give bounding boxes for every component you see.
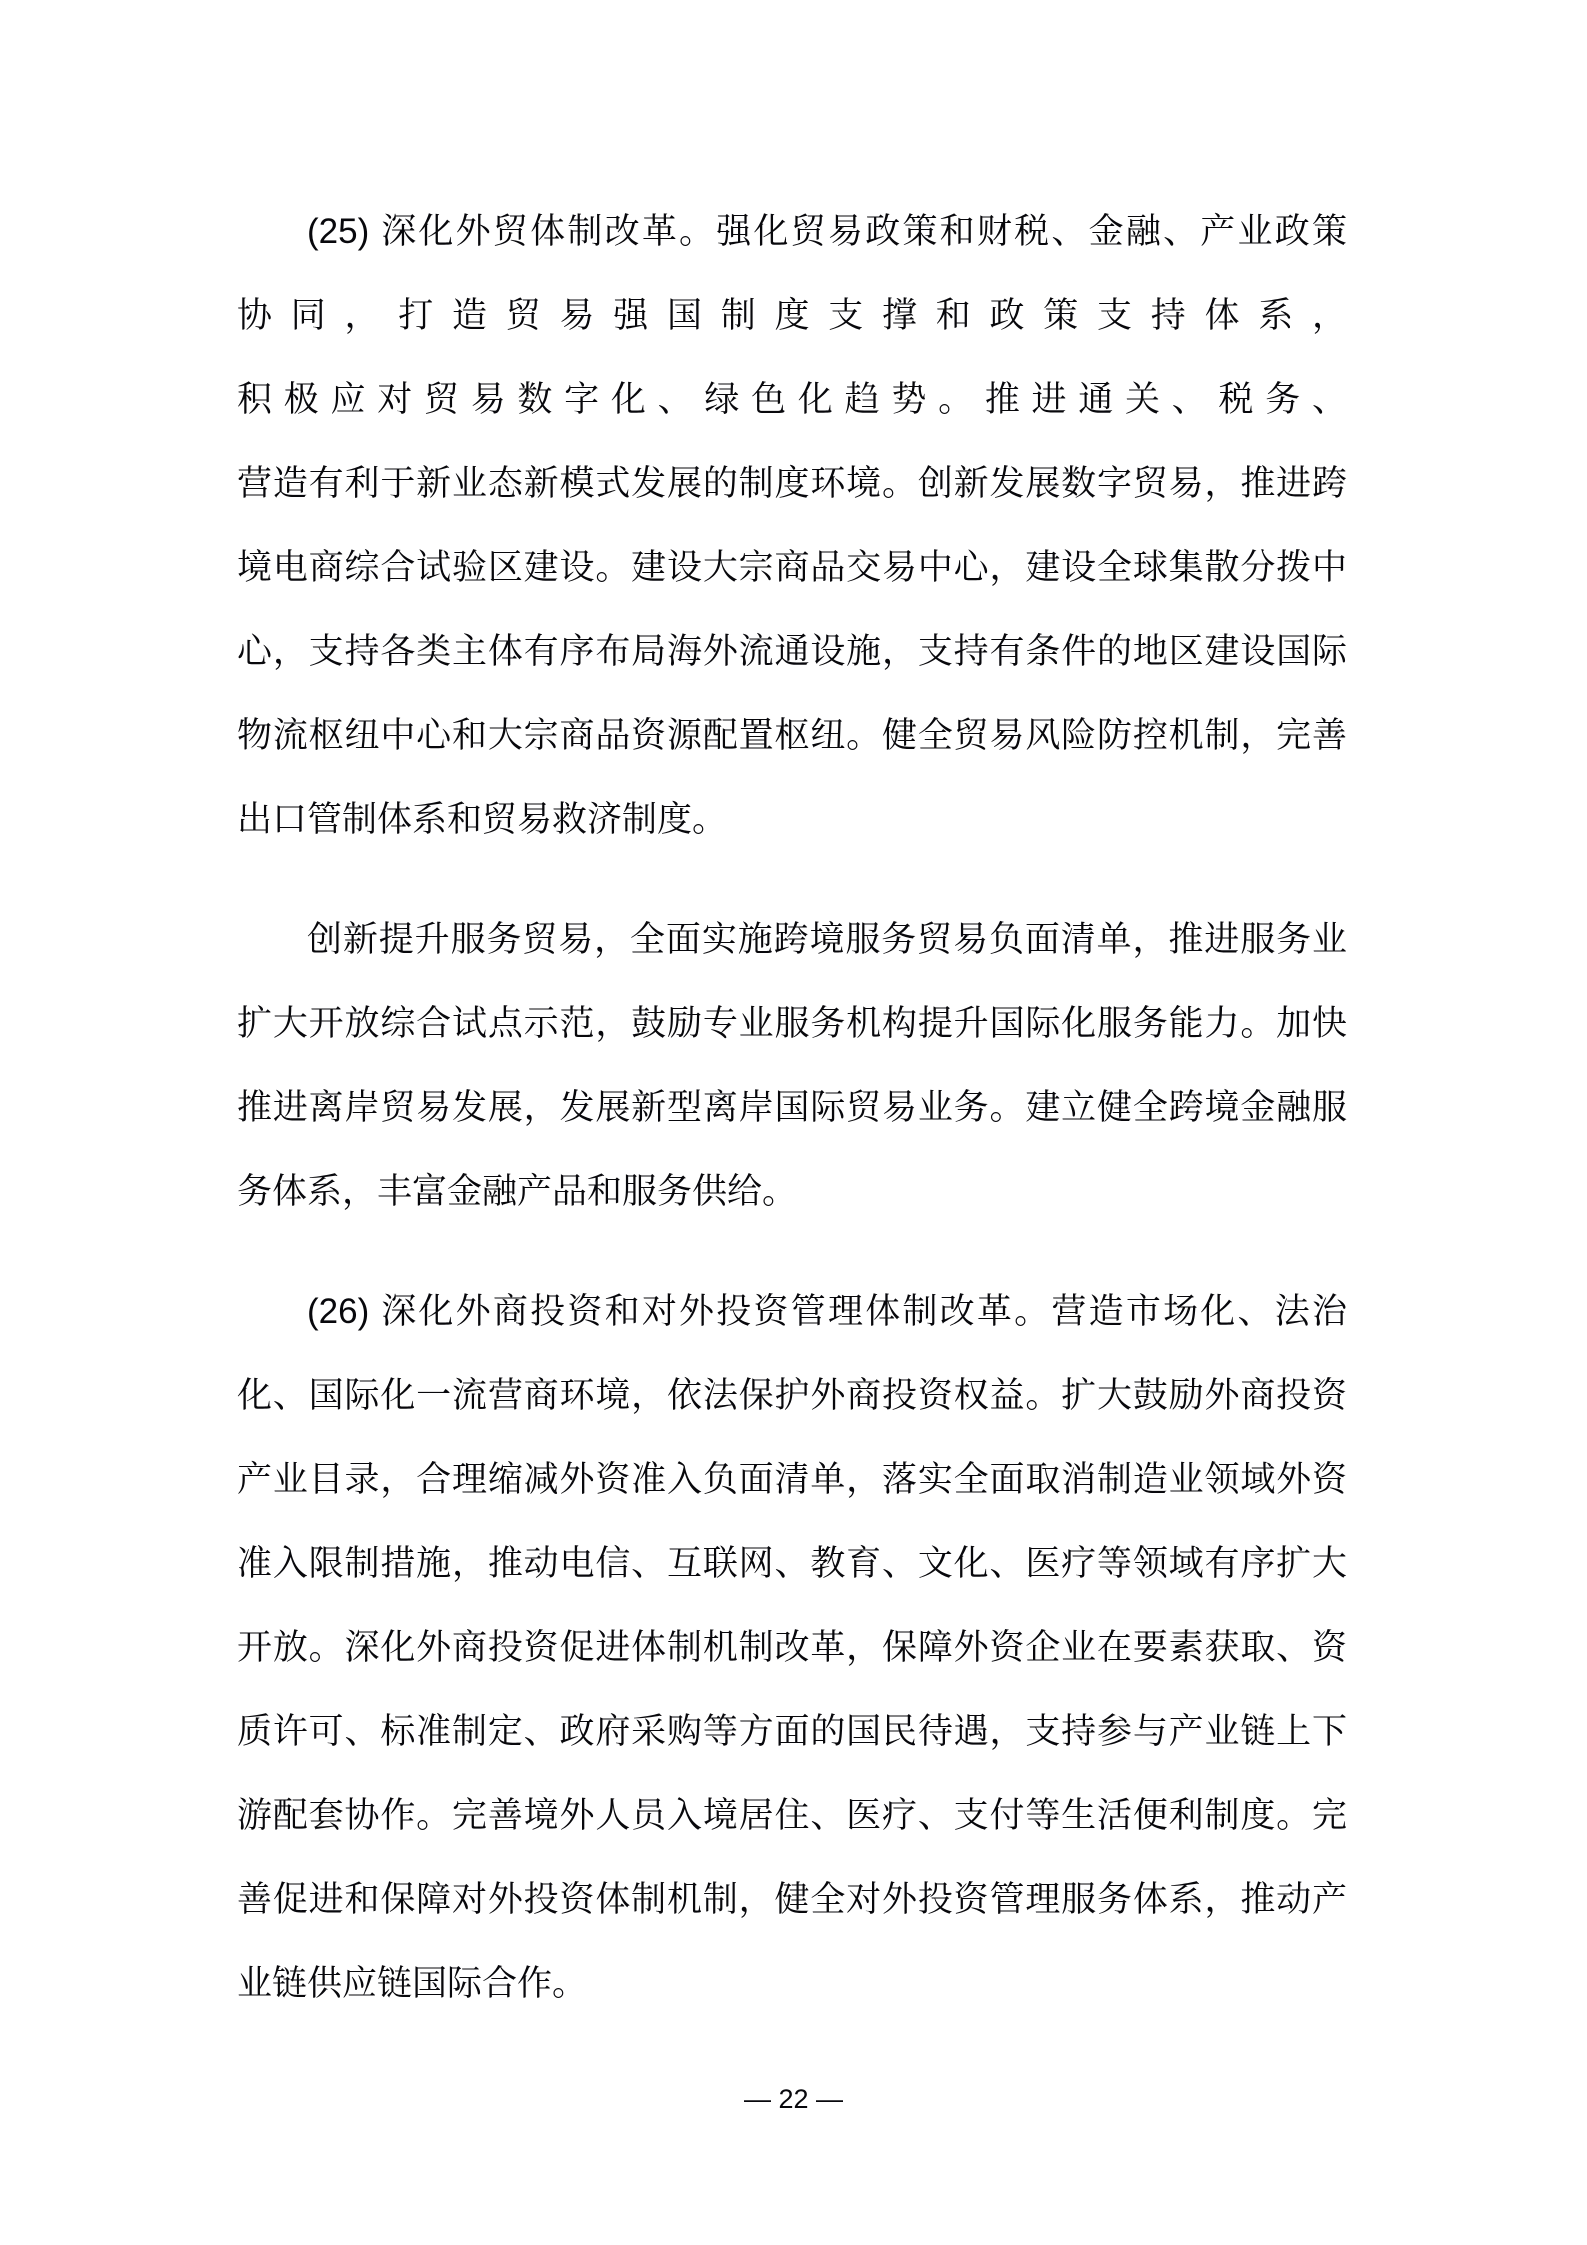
text-line: 心，支持各类主体有序布局海外流通设施，支持有条件的地区建设国际 [237,632,1347,671]
text-line: 协同，打造贸易强国制度支撑和政策支持体系， [237,296,1347,335]
paragraph-services-trade [237,898,1347,1234]
text-line: 出口管制体系和贸易救济制度。 [237,800,728,839]
paragraph-25 [237,190,1347,862]
text-line: 营造有利于新业态新模式发展的制度环境。创新发展数字贸易，推进跨 [237,464,1347,503]
text-line: 化、国际化一流营商环境，依法保护外商投资权益。扩大鼓励外商投资 [237,1376,1347,1415]
text-line: 物流枢纽中心和大宗商品资源配置枢纽。健全贸易风险防控机制，完善 [237,716,1347,755]
text-line: (25) 深化外贸体制改革。强化贸易政策和财税、金融、产业政策 [307,212,1347,251]
text-line: 开放。深化外商投资促进体制机制改革，保障外资企业在要素获取、资 [237,1628,1347,1667]
text-line: (26) 深化外商投资和对外投资管理体制改革。营造市场化、法治 [307,1292,1347,1331]
paragraph-26 [237,1270,1347,2026]
text-line: 积极应对贸易数字化、绿色化趋势。推进通关、税务、 [237,380,1347,419]
text-line: 准入限制措施，推动电信、互联网、教育、文化、医疗等领域有序扩大 [237,1544,1347,1583]
document-body [237,190,1347,2026]
text-line: 善促进和保障对外投资体制机制，健全对外投资管理服务体系，推动产 [237,1880,1347,1919]
text-line: 境电商综合试验区建设。建设大宗商品交易中心，建设全球集散分拨中 [237,548,1347,587]
text-line: 质许可、标准制定、政府采购等方面的国民待遇，支持参与产业链上下 [237,1712,1347,1751]
text-line: 业链供应链国际合作。 [237,1964,588,2003]
text-line: 产业目录，合理缩减外资准入负面清单，落实全面取消制造业领域外资 [237,1460,1347,1499]
text-line: 务体系，丰富金融产品和服务供给。 [237,1172,798,1211]
text-line: 推进离岸贸易发展，发展新型离岸国际贸易业务。建立健全跨境金融服 [237,1088,1347,1127]
text-line: 创新提升服务贸易，全面实施跨境服务贸易负面清单，推进服务业 [307,920,1347,959]
text-line: 扩大开放综合试点示范，鼓励专业服务机构提升国际化服务能力。加快 [237,1004,1347,1043]
page-number: — 22 — [743,2084,844,2114]
text-line: 游配套协作。完善境外人员入境居住、医疗、支付等生活便利制度。完 [237,1796,1347,1835]
